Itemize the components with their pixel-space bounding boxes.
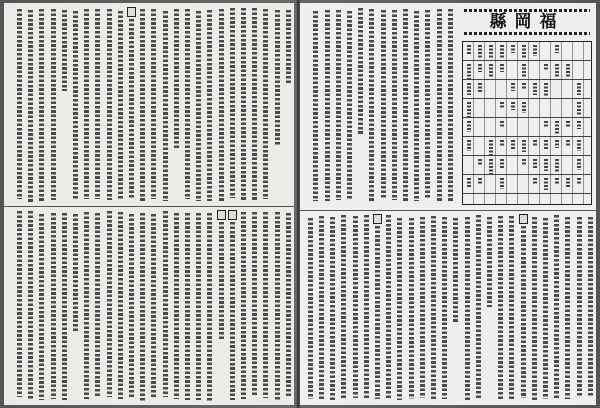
table-cell-text [533, 45, 537, 56]
text-column [14, 7, 25, 203]
text-column [216, 7, 227, 203]
text-column [400, 7, 411, 203]
text-column [160, 7, 171, 203]
right-lower-text-band [300, 214, 596, 402]
text-column [506, 214, 517, 402]
table-cell-text [478, 83, 482, 93]
text-column [36, 7, 47, 203]
table-cell-text [577, 140, 581, 151]
text-column [518, 214, 529, 402]
table-cell-text [555, 140, 559, 148]
table-cell-text [500, 178, 504, 189]
table-cell-text [467, 45, 471, 54]
text-column [249, 7, 260, 203]
text-column [361, 214, 372, 402]
text-column [574, 214, 585, 402]
table-cell-text [555, 121, 559, 134]
table-cell-text [566, 121, 570, 127]
text-column [540, 214, 551, 402]
table-cell-text [566, 64, 570, 78]
table-cell-text [467, 178, 471, 188]
text-column [182, 210, 193, 402]
table-cell-text [511, 45, 515, 53]
table-cell-text [500, 159, 504, 169]
table-cell-text [544, 83, 548, 97]
table-cell-text [500, 64, 504, 72]
text-column [148, 7, 159, 203]
left-lower-text-band [4, 210, 294, 402]
table-cell-text [544, 121, 548, 127]
table-cell-text [467, 121, 471, 132]
text-column [417, 214, 428, 402]
text-column [406, 214, 417, 402]
text-column [81, 7, 92, 203]
text-column [216, 210, 227, 402]
text-column [473, 214, 484, 402]
text-column [383, 214, 394, 402]
text-column [59, 7, 70, 203]
text-column [551, 214, 562, 402]
table-cell-text [467, 102, 471, 117]
text-column [445, 7, 456, 203]
table-cell-text [577, 102, 581, 116]
text-column [338, 214, 349, 402]
table-cell-text [544, 140, 548, 150]
text-column [327, 214, 338, 402]
text-column [450, 214, 461, 402]
text-column [260, 7, 271, 203]
table-cell-text [500, 45, 504, 59]
table-cell-text [511, 140, 515, 150]
text-column [70, 210, 81, 402]
text-column [204, 210, 215, 402]
table-cell-text [555, 159, 559, 173]
text-column [439, 214, 450, 402]
text-column [25, 7, 36, 203]
text-column [70, 7, 81, 203]
text-column [137, 210, 148, 402]
text-column [333, 7, 344, 203]
table-cell-text [500, 102, 504, 109]
table-cell-text [555, 45, 559, 53]
left-band-divider [4, 206, 294, 207]
text-column [126, 210, 137, 402]
table-cell-text [577, 159, 581, 170]
table-cell-text [478, 64, 482, 72]
table-cell-text [467, 64, 471, 79]
table-cell-text [478, 45, 482, 59]
text-column [48, 210, 59, 402]
title-ornament-rule-bottom [464, 32, 590, 35]
text-column [92, 7, 103, 203]
text-column [182, 7, 193, 203]
left-page [4, 3, 294, 405]
text-column [92, 210, 103, 402]
text-column [193, 210, 204, 402]
text-column [272, 210, 283, 402]
text-column [193, 7, 204, 203]
text-column [238, 7, 249, 203]
table-cell-text [577, 178, 581, 185]
text-column [484, 214, 495, 402]
table-cell-text [500, 140, 504, 146]
table-cell-text [544, 178, 548, 190]
text-column [322, 7, 333, 203]
table-cell-text [478, 159, 482, 166]
text-column [428, 214, 439, 402]
table-cell-text [522, 159, 526, 166]
text-column [422, 7, 433, 203]
text-column [389, 7, 400, 203]
text-column [394, 214, 405, 402]
text-column [148, 210, 159, 402]
table-cell-text [522, 83, 526, 90]
table-cell-text [566, 178, 570, 188]
text-column [59, 210, 70, 402]
table-cell-text [533, 83, 537, 95]
table-cell-text [555, 64, 559, 78]
text-column [104, 210, 115, 402]
text-column [48, 7, 59, 203]
text-column [562, 214, 573, 402]
table-cell-text [544, 159, 548, 171]
text-column [160, 210, 171, 402]
text-column [355, 7, 366, 203]
table-cell-text [566, 140, 570, 146]
text-column [115, 7, 126, 203]
text-column [283, 210, 294, 402]
text-column [462, 214, 473, 402]
table-cell-text [577, 121, 581, 129]
table-cell-text [555, 178, 559, 185]
table-cell-text [544, 64, 548, 71]
text-column [372, 214, 383, 402]
table-cell-text [522, 102, 526, 113]
table-cell-text [511, 102, 515, 110]
prefecture-title: 福岡縣 [489, 12, 565, 32]
text-column [104, 7, 115, 203]
text-column [81, 210, 92, 402]
text-column [272, 7, 283, 203]
text-column [260, 210, 271, 402]
right-page [300, 3, 596, 405]
text-column [585, 214, 596, 402]
table-cell-text [489, 159, 493, 174]
table-cell-text [489, 64, 493, 77]
text-column [249, 210, 260, 402]
text-column [36, 210, 47, 402]
right-upper-text-band [300, 7, 456, 203]
text-column [25, 210, 36, 402]
text-column [171, 210, 182, 402]
table-cell-text [533, 159, 537, 169]
text-column [366, 7, 377, 203]
table-cell-text [489, 140, 493, 155]
right-band-divider [300, 210, 596, 211]
text-column [115, 210, 126, 402]
table-cell-text [500, 121, 504, 127]
text-column [227, 7, 238, 203]
text-column [305, 214, 316, 402]
prefecture-title-block [458, 5, 594, 209]
table-cell-text [489, 45, 493, 59]
text-column [204, 7, 215, 203]
text-column [126, 7, 137, 203]
text-column [529, 214, 540, 402]
text-column [171, 7, 182, 203]
table-cell-text [467, 140, 471, 151]
table-cell-text [577, 83, 581, 95]
text-column [283, 7, 294, 203]
table-cell-text [533, 140, 537, 146]
text-column [344, 7, 355, 203]
text-column [238, 210, 249, 402]
statistics-table [462, 41, 592, 205]
table-cell-text [522, 64, 526, 77]
table-cell-text [478, 178, 482, 184]
text-column [350, 214, 361, 402]
table-cell-text [522, 45, 526, 58]
text-column [434, 7, 445, 203]
text-column [137, 7, 148, 203]
left-upper-text-band [4, 7, 294, 203]
text-column [227, 210, 238, 402]
table-cell-text [467, 83, 471, 95]
table-cell-text [533, 178, 537, 184]
text-column [495, 214, 506, 402]
text-column [14, 210, 25, 402]
text-column [310, 7, 321, 203]
text-column [378, 7, 389, 203]
table-cell-text [511, 83, 515, 91]
text-column [316, 214, 327, 402]
text-column [411, 7, 422, 203]
table-cell-text [522, 140, 526, 152]
